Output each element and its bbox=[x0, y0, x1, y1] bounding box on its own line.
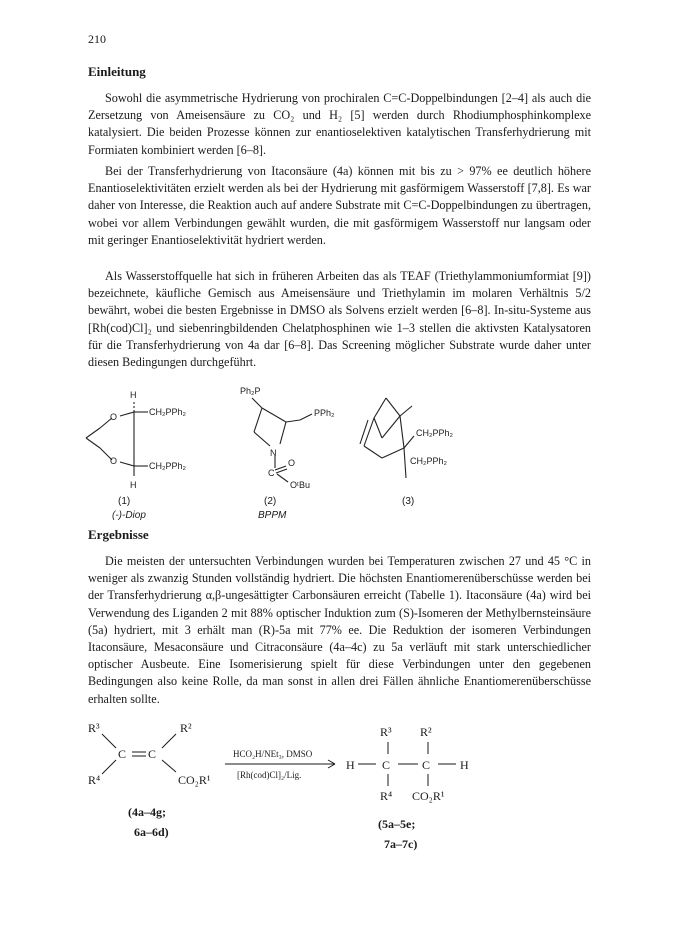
scheme-c1: C bbox=[118, 747, 127, 761]
structure-3 bbox=[352, 388, 512, 494]
bppm-o-dbl: O bbox=[288, 458, 296, 468]
structure-diop bbox=[82, 390, 242, 500]
bppm-pph2-right: PPh₂ bbox=[314, 408, 335, 418]
diop-h-bottom: H bbox=[130, 480, 137, 490]
diop-sub-bottom: CH₂PPh₂ bbox=[149, 461, 186, 471]
diop-sub-top: CH₂PPh₂ bbox=[149, 407, 186, 417]
reaction-scheme bbox=[80, 712, 580, 872]
s3-sub-bottom: CH₂PPh₂ bbox=[410, 456, 447, 466]
scheme-r3-right: R³ bbox=[380, 725, 392, 739]
scheme-product-label-2: 7a–7c) bbox=[384, 837, 418, 851]
scheme-r2-right: R² bbox=[420, 725, 432, 739]
structure-1-number: (1) bbox=[118, 496, 131, 507]
scheme-c3: C bbox=[382, 758, 391, 772]
paragraph-4: Die meisten der untersuchten Verbindungen wurden bei Temperaturen zwischen 27 und 45 °C in weniger als zwanzig Stunden vollständig hydriert. Die höchsten Enantiomerenüberschüsse werden bei der Transferhydrierung α,β-ungesättigter Carbonsäuren erreicht (Tabelle 1). Itaconsäure (4a) wird bei Verwendung des Liganden 2 mit 88% optischer Induktion zum (S)-Isomeren der Methylbernsteinsäure (5a) hydriert, mit 3 erhält man (R)-5a mit 77% ee. Die Reduktion der isomeren Verbindungen Itaconsäure, Mesaconsäure und Citraconsäure (4a–4c) zu 5a verläuft mit stark unterschiedlicher optischer Ausbeute. Eine Isomerisierung spielt für diese Verbindungen unter den gegebenen Bedingungen also keine Rolle, da man sonst in allen drei Fällen ähnliche Enantiomerenüberschüsse erhalten sollte. bbox=[88, 554, 591, 706]
scheme-h-left: H bbox=[346, 758, 355, 772]
scheme-reagent-top: HCO₂H/NEt₃, DMSO bbox=[233, 749, 313, 759]
scheme-c2: C bbox=[148, 747, 157, 761]
scheme-reagent-bottom: [Rh(cod)Cl]₂/Lig. bbox=[237, 770, 302, 780]
structure-2-name: BPPM bbox=[258, 510, 287, 521]
bppm-pph2-left: Ph₂P bbox=[240, 386, 261, 396]
diop-o2: O bbox=[110, 456, 118, 466]
scheme-c4: C bbox=[422, 758, 431, 772]
scheme-r4-left: R⁴ bbox=[88, 773, 101, 787]
bppm-otbu: OᵗBu bbox=[290, 480, 310, 490]
page-number: 210 bbox=[88, 32, 106, 46]
scheme-reactant-label-2: 6a–6d) bbox=[134, 825, 169, 839]
section-heading-introduction: Einleitung bbox=[88, 64, 146, 79]
structure-1-name: (-)-Diop bbox=[112, 510, 146, 521]
diop-h-top: H bbox=[130, 390, 137, 400]
scheme-product-label-1: (5a–5e; bbox=[378, 817, 416, 831]
bppm-c: C bbox=[268, 468, 275, 478]
paragraph-3: Als Wasserstoffquelle hat sich in früheren Arbeiten das als TEAF (Triethylammoniumformiat [9]) bezeichnete, käufliche Gemisch aus Ameisensäure und Triethylamin im molaren Verhältnis 5/2 bewährt, wobei die besten Ergebnisse in DMSO als Solvens erzielt werden [6–8]. In-situ-Systeme aus [Rh(cod)Cl]₂ und siebenringbildenden Chelatphosphinen wie 1–3 stellen die aktivsten Katalysatoren für die Transferhydrierung von 4a dar [6–8]. Das Screening möglicher Substrate wurde daher unter diesen Bedingungen durchgeführt. bbox=[88, 269, 591, 370]
scheme-reactant-label-1: (4a–4g; bbox=[128, 805, 166, 819]
s3-sub-top: CH₂PPh₂ bbox=[416, 428, 453, 438]
structure-bppm bbox=[228, 384, 358, 496]
scheme-r4-right: R⁴ bbox=[380, 789, 393, 803]
scheme-r2-left: R² bbox=[180, 721, 192, 735]
paragraph-1: Sowohl die asymmetrische Hydrierung von prochiralen C=C-Doppelbindungen [2–4] als auch die Zersetzung von Ameisensäure zu CO₂ und H₂ [5] werden durch Rhodiumphosphinkomplexe katalysiert. Die beiden Prozesse können zur enantioselektiven katalytischen Transferhydrierung mit Formiaten kombiniert werden [6–8]. bbox=[88, 91, 591, 157]
scheme-co2r1-left: CO₂R¹ bbox=[178, 773, 211, 787]
section-heading-results: Ergebnisse bbox=[88, 527, 149, 542]
structure-2-number: (2) bbox=[264, 496, 277, 507]
structure-3-number: (3) bbox=[402, 496, 415, 507]
scheme-h-right: H bbox=[460, 758, 469, 772]
scheme-r3-left: R³ bbox=[88, 721, 100, 735]
diop-o1: O bbox=[110, 412, 118, 422]
scheme-co2r1-right: CO₂R¹ bbox=[412, 789, 445, 803]
paragraph-2: Bei der Transferhydrierung von Itaconsäure (4a) können mit bis zu > 97% ee deutlich höhere Enantioselektivitäten erzielt werden als bei der Hydrierung mit gasförmigem Wasserstoff [7,8]. Es war daher von Interesse, die Reaktion auch auf andere Substrate mit C=C-Doppelbindungen zu übertragen, wobei vor allem Verbindungen gewählt wurden, die mit gasförmigem Wasserstoff nur langsam oder mit geringer Enantioselektivität hydriert werden. bbox=[88, 164, 591, 247]
bppm-n: N bbox=[270, 448, 277, 458]
